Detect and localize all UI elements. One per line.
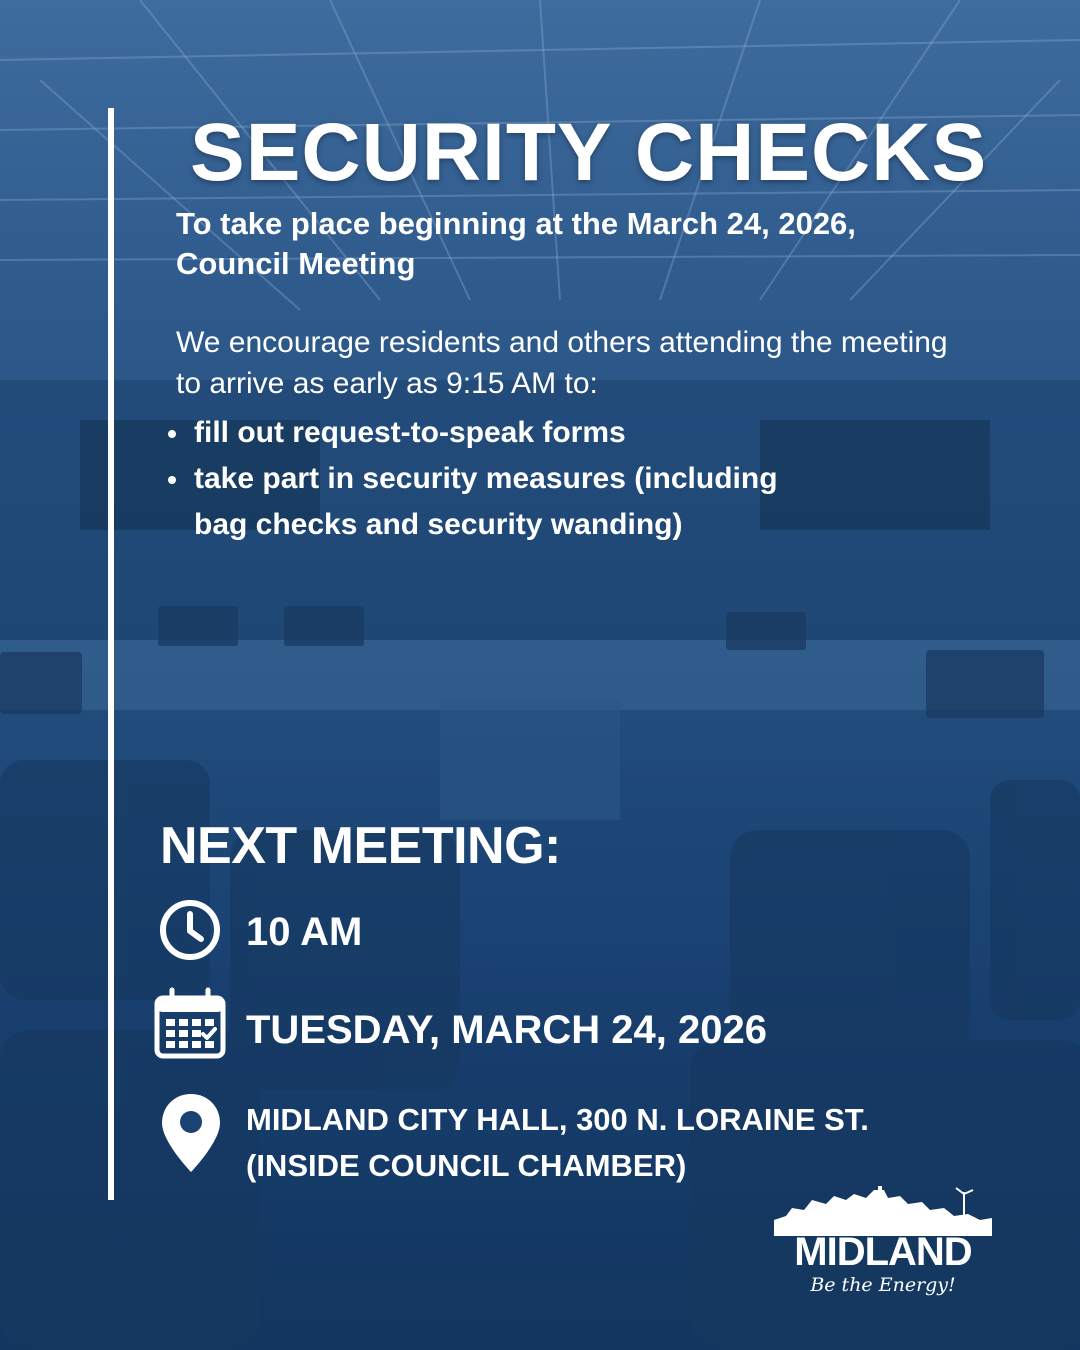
meeting-location-detail: (INSIDE COUNCIL CHAMBER) [246,1148,687,1183]
calendar-icon [154,986,226,1060]
next-meeting-heading: NEXT MEETING: [160,817,561,875]
subheadline: To take place beginning at the March 24, 2026, Council Meeting [176,206,856,281]
meeting-location: MIDLAND CITY HALL, 300 N. LORAINE ST. [246,1102,869,1137]
meeting-date: TUESDAY, MARCH 24, 2026 [246,1008,767,1052]
bullet-text: fill out request-to-speak forms [194,416,626,449]
headline: SECURITY CHECKS [190,107,988,198]
logo-wordmark: MIDLAND [794,1230,972,1274]
bullet-dot-icon [168,430,176,438]
intro-paragraph: We encourage residents and others attending the meeting to arrive as early as 9:15 AM to: [176,326,948,400]
logo-tagline: Be the Energy! [810,1274,956,1296]
midland-logo [768,1186,998,1298]
bullet-list [164,410,804,548]
location-pin-icon [160,1092,222,1174]
list-item [164,410,804,456]
bullet-dot-icon [168,476,176,484]
accent-vertical-line [108,108,114,1200]
list-item [164,456,804,548]
clock-icon [158,898,222,962]
meeting-time: 10 AM [246,910,363,954]
bullet-text: take part in security measures (including bag checks and security wanding) [194,462,778,541]
